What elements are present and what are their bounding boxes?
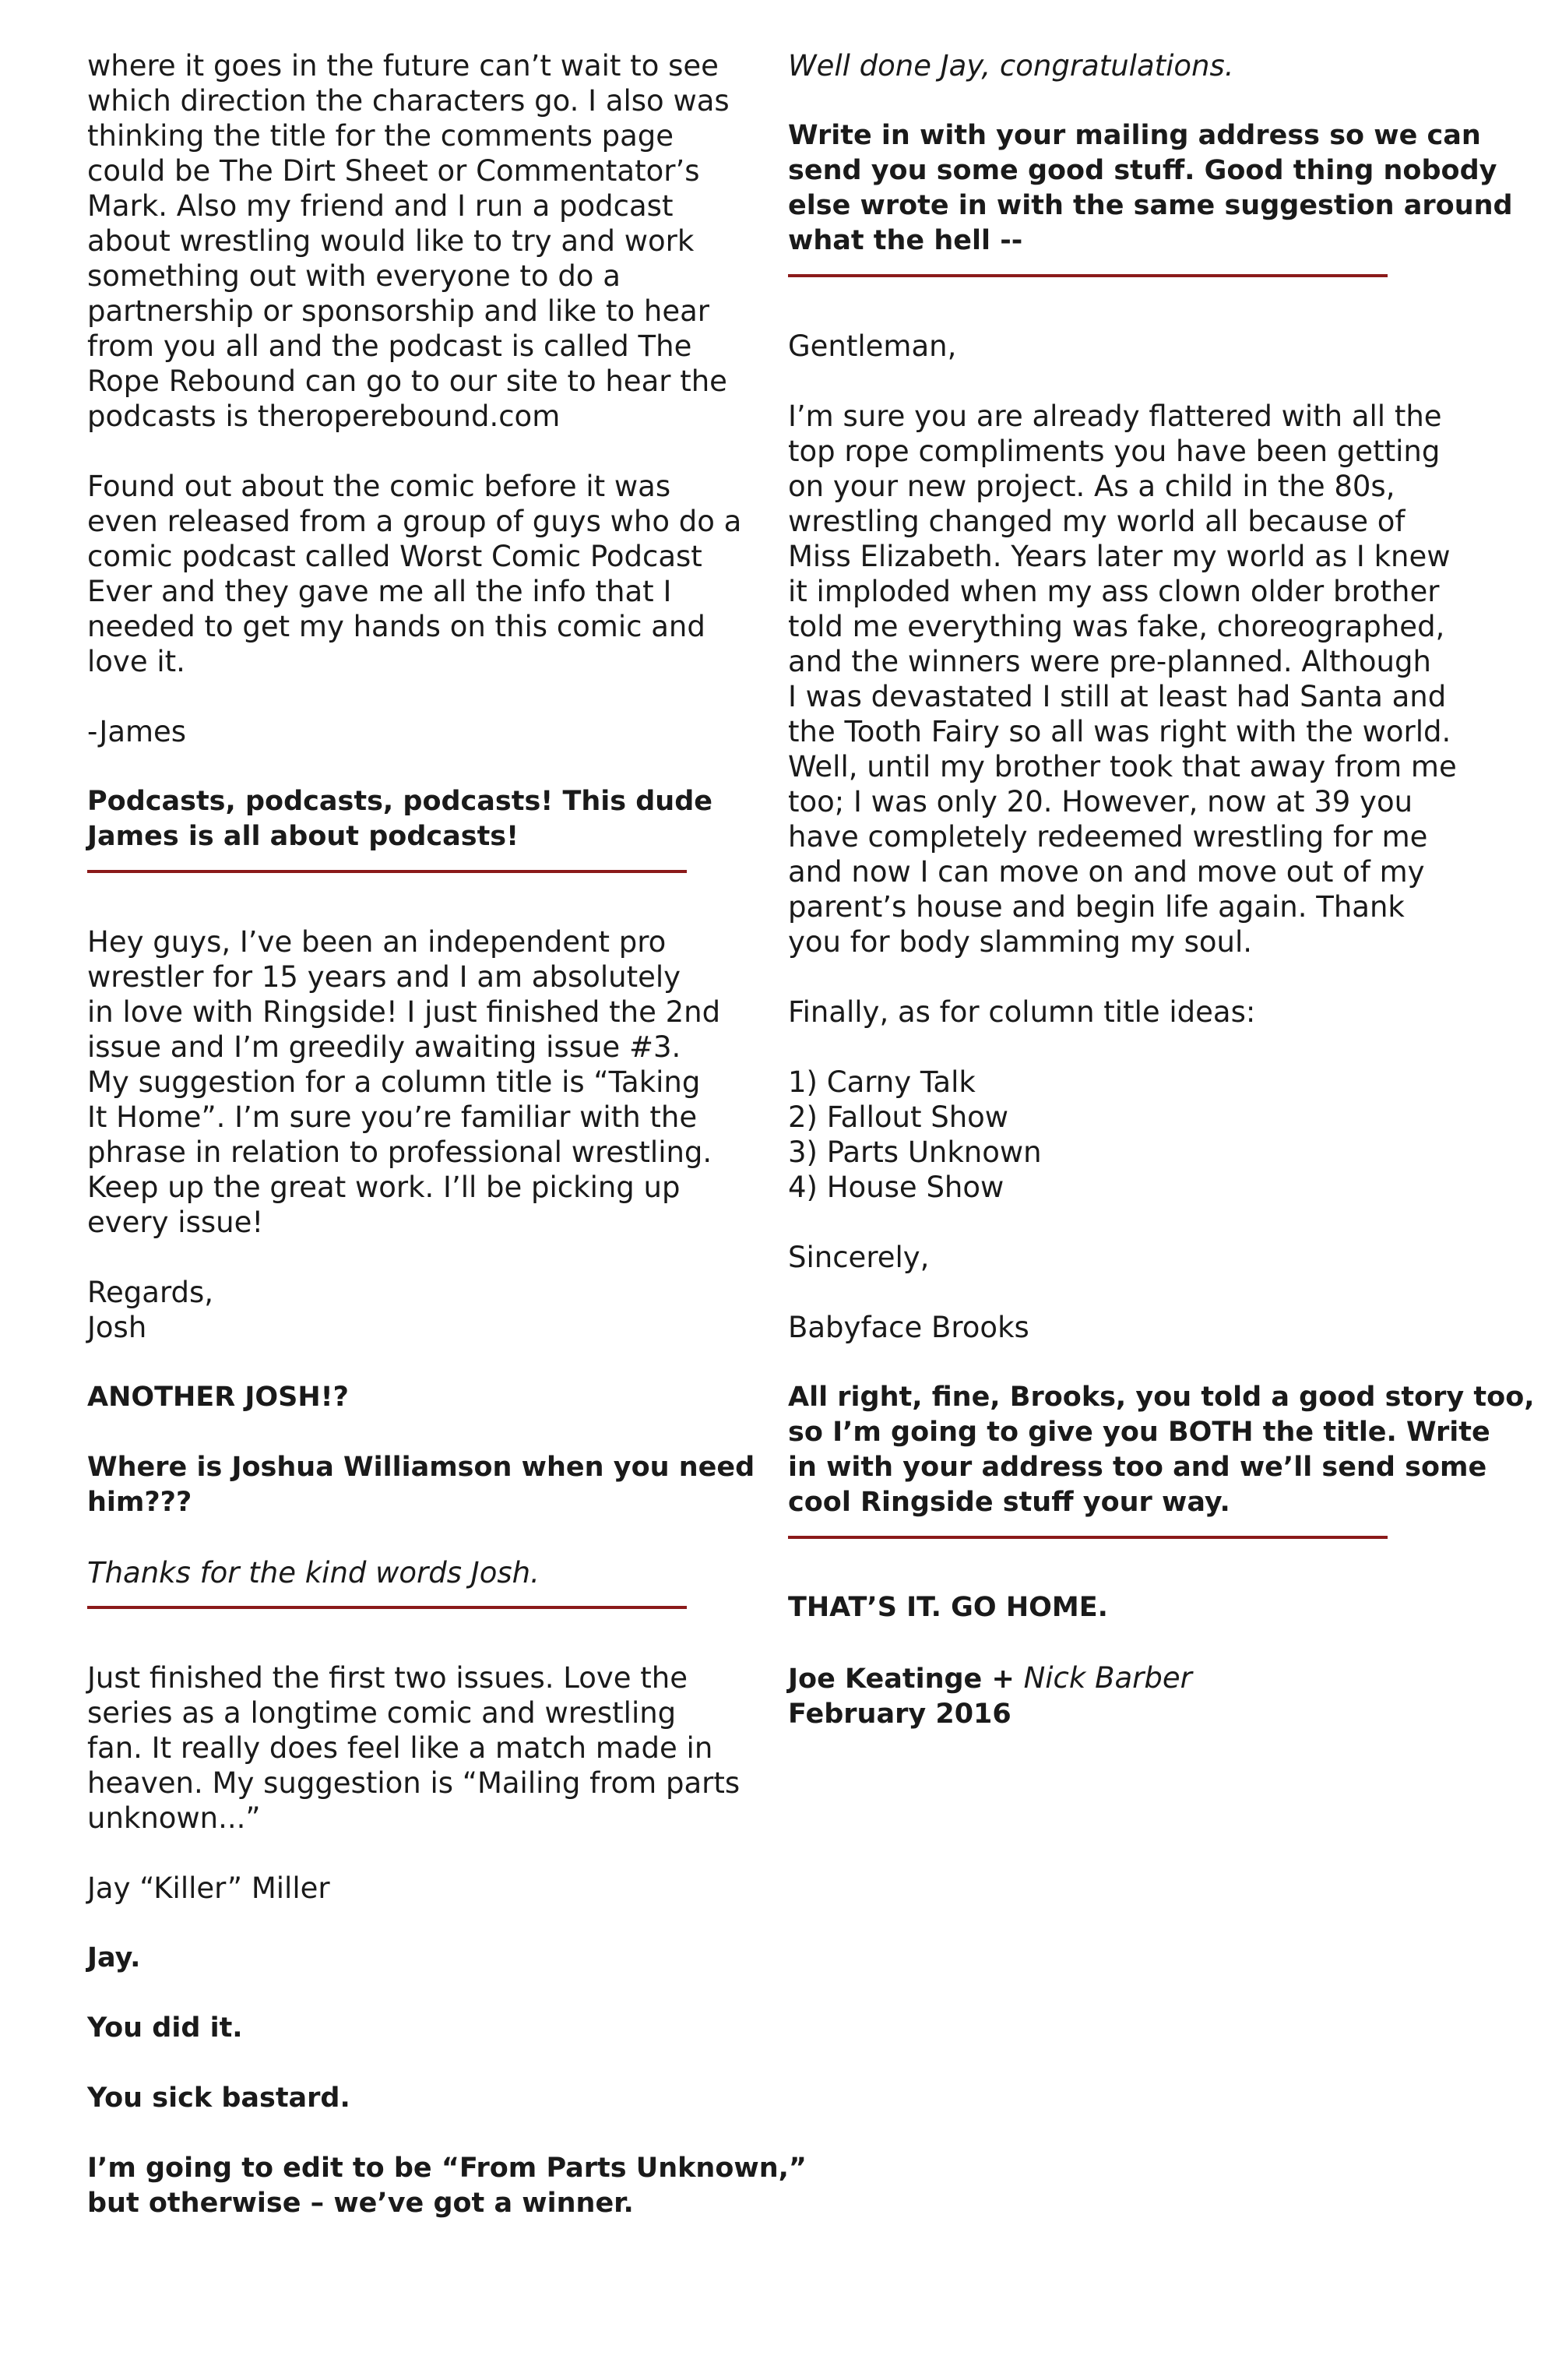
text-line: love it. xyxy=(87,645,185,678)
text-line: wrestler for 15 years and I am absolutely xyxy=(87,960,681,994)
text-line: All right, fine, Brooks, you told a good story too, xyxy=(788,1382,1535,1413)
text-line: partnership or sponsorship and like to hear xyxy=(87,294,709,328)
text-line: parent’s house and begin life again. Thank xyxy=(788,890,1405,924)
text-line: in with your address too and we’ll send some xyxy=(788,1452,1487,1483)
text-line: so I’m going to give you BOTH the title. Write xyxy=(788,1417,1490,1448)
text-line: the Tooth Fairy so all was right with the world. xyxy=(788,715,1451,748)
section-divider xyxy=(788,274,1388,277)
section-divider xyxy=(788,1536,1388,1539)
author-credit xyxy=(788,1660,1465,1697)
text-line: Hey guys, I’ve been an independent pro xyxy=(87,925,667,959)
text-line: issue and I’m greedily awaiting issue #3. xyxy=(87,1030,681,1064)
text-line: series as a longtime comic and wrestling xyxy=(87,1696,677,1730)
text-line: Just finished the first two issues. Love the xyxy=(87,1661,688,1695)
list-item: 2) Fallout Show xyxy=(788,1100,1009,1134)
left-column xyxy=(87,48,807,2221)
text-line: in love with Ringside! I just finished the 2nd xyxy=(87,995,721,1029)
letter-signature: Jay “Killer” Miller xyxy=(87,1871,330,1905)
section-divider xyxy=(87,1606,687,1609)
editor-reply: ANOTHER JOSH!? xyxy=(87,1382,349,1413)
sign-off-headline: THAT’S IT. GO HOME. xyxy=(788,1592,1108,1623)
list-item: 3) Parts Unknown xyxy=(788,1135,1042,1169)
text-line: Miss Elizabeth. Years later my world as I knew xyxy=(788,540,1451,573)
author-name: Joe Keatinge + xyxy=(788,1664,1015,1695)
list-item: 4) House Show xyxy=(788,1171,1004,1204)
text-line: I was devastated I still at least had Santa and xyxy=(788,680,1447,713)
letter-signature: -James xyxy=(87,715,187,748)
editor-reply xyxy=(87,2151,807,2221)
letter-brooks-body xyxy=(788,399,1465,959)
text-line: something out with everyone to do a xyxy=(87,259,621,293)
text-line: you for body slamming my soul. xyxy=(788,925,1253,959)
list-item: 1) Carny Talk xyxy=(788,1065,976,1099)
letter-closing: Sincerely, xyxy=(788,1241,930,1274)
text-line: comic podcast called Worst Comic Podcast xyxy=(87,540,702,573)
text-line: on your new project. As a child in the 80s, xyxy=(788,470,1395,503)
text-line: and the winners were pre-planned. Although xyxy=(788,645,1431,678)
letter-signature: Babyface Brooks xyxy=(788,1311,1029,1344)
text-line: I’m sure you are already flattered with all the xyxy=(788,400,1442,433)
title-ideas-list xyxy=(788,1065,1465,1205)
text-line: Podcasts, podcasts, podcasts! This dude xyxy=(87,786,713,817)
text-line: send you some good stuff. Good thing nobody xyxy=(788,155,1497,186)
text-line: unknown...” xyxy=(87,1801,261,1835)
ideas-intro: Finally, as for column title ideas: xyxy=(788,995,1256,1029)
text-line: Write in with your mailing address so we can xyxy=(788,120,1481,151)
text-line: My suggestion for a column title is “Taking xyxy=(87,1065,701,1099)
letter-signature: Josh xyxy=(87,1311,147,1344)
text-line: else wrote in with the same suggestion around xyxy=(788,190,1513,221)
text-line: it imploded when my ass clown older brother xyxy=(788,575,1440,608)
text-line: It Home”. I’m sure you’re familiar with the xyxy=(87,1100,698,1134)
section-divider xyxy=(87,870,687,873)
editor-congrats: Well done Jay, congratulations. xyxy=(788,49,1234,83)
text-line: Mark. Also my friend and I run a podcast xyxy=(87,189,674,223)
letter-jay-body xyxy=(87,1660,749,1836)
editor-reply xyxy=(788,1380,1535,1520)
text-line: and now I can move on and move out of my xyxy=(788,855,1425,889)
text-line: cool Ringside stuff your way. xyxy=(788,1487,1230,1518)
text-line: about wrestling would like to try and work xyxy=(87,224,695,258)
text-line: every issue! xyxy=(87,1206,264,1239)
editor-reply-italic: Thanks for the kind words Josh. xyxy=(87,1556,540,1590)
text-line: wrestling changed my world all because of xyxy=(788,505,1406,538)
text-line: Well, until my brother took that away from me xyxy=(788,750,1457,783)
text-line: fan. It really does feel like a match made in xyxy=(87,1731,713,1765)
editor-reply: You did it. xyxy=(87,2012,243,2044)
editor-reply xyxy=(788,118,1513,259)
text-line: heaven. My suggestion is “Mailing from parts xyxy=(87,1766,741,1800)
text-line: from you all and the podcast is called The xyxy=(87,329,692,363)
text-line: have completely redeemed wrestling for me xyxy=(788,820,1428,854)
text-line: him??? xyxy=(87,1487,192,1518)
text-line: even released from a group of guys who do a xyxy=(87,505,742,538)
letter-closing: Regards, xyxy=(87,1276,214,1309)
text-line: Keep up the great work. I’ll be picking up xyxy=(87,1171,681,1204)
sign-off-date: February 2016 xyxy=(788,1699,1011,1730)
text-line: I’m going to edit to be “From Parts Unknown,” xyxy=(87,2153,807,2184)
text-line: thinking the title for the comments page xyxy=(87,119,674,153)
editor-reply: Jay. xyxy=(87,1942,141,1973)
text-line: Where is Joshua Williamson when you need xyxy=(87,1452,755,1483)
text-line: top rope compliments you have been getting xyxy=(788,435,1441,468)
text-line: podcasts is theroperebound.com xyxy=(87,400,561,433)
text-line: but otherwise – we’ve got a winner. xyxy=(87,2188,634,2219)
text-line: phrase in relation to professional wrestling. xyxy=(87,1135,712,1169)
text-line: where it goes in the future can’t wait to see xyxy=(87,49,719,83)
editor-reply: You sick bastard. xyxy=(87,2082,350,2114)
text-line: Found out about the comic before it was xyxy=(87,470,671,503)
text-line: Rope Rebound can go to our site to hear the xyxy=(87,364,727,398)
text-line: needed to get my hands on this comic and xyxy=(87,610,705,643)
right-column xyxy=(788,48,1535,1732)
text-line: told me everything was fake, choreographed, xyxy=(788,610,1445,643)
author-name: Nick Barber xyxy=(1023,1661,1192,1695)
text-line: could be The Dirt Sheet or Commentator’s xyxy=(87,154,700,188)
letter-salutation: Gentleman, xyxy=(788,329,957,363)
text-line: Ever and they gave me all the info that I xyxy=(87,575,672,608)
letter-josh-body xyxy=(87,924,749,1240)
text-line: James is all about podcasts! xyxy=(87,821,519,852)
text-line: what the hell -- xyxy=(788,225,1023,256)
text-line: which direction the characters go. I also was xyxy=(87,84,730,118)
editor-reply xyxy=(87,784,749,854)
letter-james-body xyxy=(87,48,749,434)
editor-reply xyxy=(87,1450,755,1520)
letter-james-body-2 xyxy=(87,469,749,679)
text-line: too; I was only 20. However, now at 39 you xyxy=(788,785,1413,819)
